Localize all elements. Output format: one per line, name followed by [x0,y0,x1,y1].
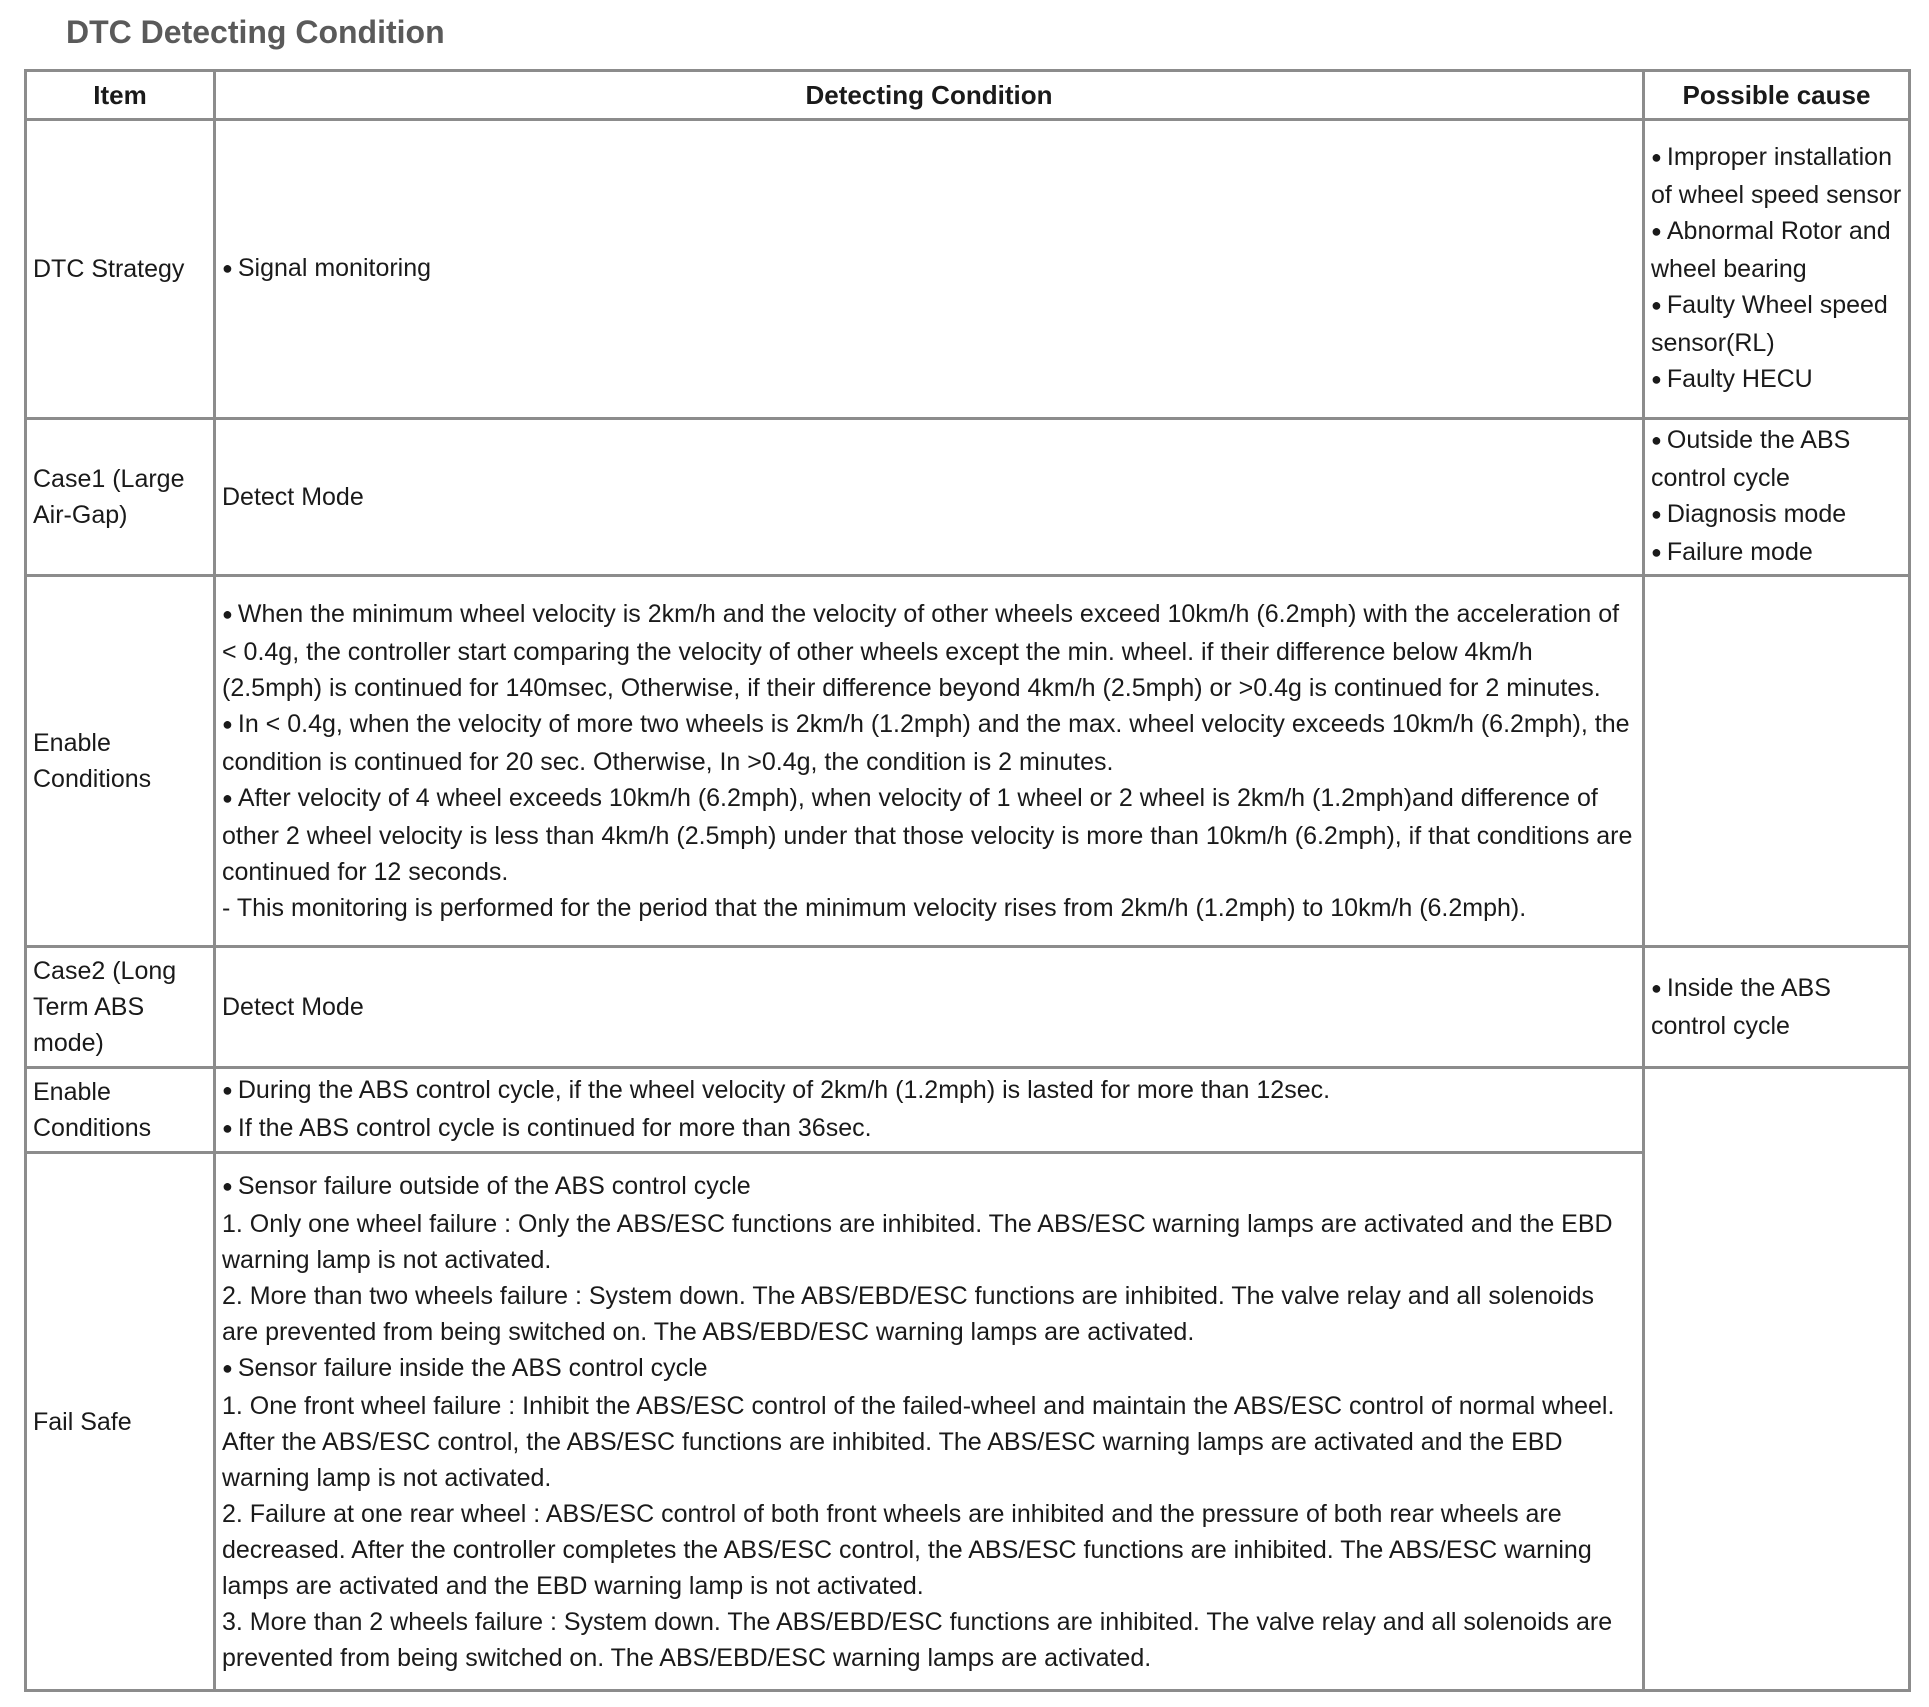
condition-case2: Detect Mode [215,947,1644,1068]
condition-line: ● In < 0.4g, when the velocity of more two wheels is 2km/h (1.2mph) and the max. wheel velocity exceeds 10km/h (6.2mph), the condition is continued for 20 sec. Otherwise, In >0.4g, the condition is 2 minutes. [222,706,1636,780]
condition-line: 2. Failure at one rear wheel : ABS/ESC control of both front wheels are inhibited and the pressure of both rear wheels are decreased. After the controller completes the ABS/ESC control, the ABS/ESC functions are inhibited. The ABS/ESC warning lamps are activated and the EBD warning lamp is not activated. [222,1499,1592,1600]
dtc-condition-table [24,69,1911,1692]
condition-line: ● Sensor failure inside the ABS control cycle [222,1350,1636,1388]
condition-line: 3. More than 2 wheels failure : System down. The ABS/EBD/ESC functions are inhibited. The valve relay and all solenoids are prevented from being switched on. The ABS/EBD/ESC warning lamps are activated. [222,1607,1613,1672]
row-dtc-strategy [26,120,1910,419]
condition-line: 2. More than two wheels failure : System down. The ABS/EBD/ESC functions are inhibited. The valve relay and all solenoids are prevented from being switched on. The ABS/EBD/ESC warning lamps are activated. [222,1281,1595,1346]
row-enable-conditions-2 [26,1068,1910,1153]
row-case2 [26,947,1910,1068]
condition-line: ● Signal monitoring [222,250,1636,288]
header-possible-cause: Possible cause [1644,71,1910,120]
cause-item: ● Outside the ABS control cycle [1651,422,1902,496]
item-enable-conditions-2: Enable Conditions [26,1068,215,1153]
condition-case1: Detect Mode [215,419,1644,576]
condition-line: ● Sensor failure outside of the ABS control cycle [222,1168,1636,1206]
cause-item: ● Improper installation of wheel speed sensor [1651,139,1902,213]
row-case1 [26,419,1910,576]
item-enable-conditions-1: Enable Conditions [26,576,215,947]
condition-line: 1. Only one wheel failure : Only the ABS/ESC functions are inhibited. The ABS/ESC warning lamps are activated and the EBD warning lamp is not activated. [222,1209,1613,1274]
condition-dtc-strategy [215,120,1644,419]
cause-item: ● Diagnosis mode [1651,496,1902,534]
item-case1: Case1 (Large Air-Gap) [26,419,215,576]
condition-line: ● After velocity of 4 wheel exceeds 10km/h (6.2mph), when velocity of 1 wheel or 2 wheel is 2km/h (1.2mph)and difference of other 2 wheel velocity is less than 4km/h (2.5mph) under that those velocity is more than 10km/h (6.2mph), if that conditions are continued for 12 seconds. [222,780,1636,890]
condition-enable-conditions-2 [215,1068,1644,1153]
item-fail-safe: Fail Safe [26,1153,215,1691]
cause-item: ● Abnormal Rotor and wheel bearing [1651,213,1902,287]
causes-enable-conditions-1 [1644,576,1910,947]
item-case2: Case2 (Long Term ABS mode) [26,947,215,1068]
condition-line: 1. One front wheel failure : Inhibit the ABS/ESC control of the failed-wheel and maintain the ABS/ESC control of normal wheel. After the ABS/ESC control, the ABS/ESC functions are inhibited. The ABS/ESC warning lamps are activated and the EBD warning lamp is not activated. [222,1391,1615,1492]
row-enable-conditions-1 [26,576,1910,947]
causes-enable-conditions-2 [1644,1068,1910,1691]
row-fail-safe [26,1153,1910,1691]
causes-dtc-strategy [1644,120,1910,419]
document-title: DTC Detecting Condition [66,14,445,50]
table-header-row [26,71,1910,120]
condition-line: ● When the minimum wheel velocity is 2km/h and the velocity of other wheels exceed 10km/h (6.2mph) with the acceleration of < 0.4g, the controller start comparing the velocity of other wheels except the min. wheel. if their difference below 4km/h (2.5mph) is continued for 140msec, Otherwise, if their difference beyond 4km/h (2.5mph) or >0.4g is continued for 2 minutes. [222,596,1636,706]
condition-enable-conditions-1 [215,576,1644,947]
condition-fail-safe [215,1153,1644,1691]
header-item: Item [26,71,215,120]
item-dtc-strategy: DTC Strategy [26,120,215,419]
cause-item: ● Failure mode [1651,534,1902,572]
condition-line: ● During the ABS control cycle, if the wheel velocity of 2km/h (1.2mph) is lasted for more than 12sec. [222,1072,1636,1110]
causes-case2 [1644,947,1910,1068]
condition-line: ● If the ABS control cycle is continued for more than 36sec. [222,1110,1636,1148]
cause-item: ● Faulty HECU [1651,361,1902,399]
cause-item: ● Inside the ABS control cycle [1651,970,1902,1044]
header-detecting-condition: Detecting Condition [215,71,1644,120]
causes-case1 [1644,419,1910,576]
condition-line: - This monitoring is performed for the period that the minimum velocity rises from 2km/h (1.2mph) to 10km/h (6.2mph). [222,894,1527,922]
cause-item: ● Faulty Wheel speed sensor(RL) [1651,287,1902,361]
